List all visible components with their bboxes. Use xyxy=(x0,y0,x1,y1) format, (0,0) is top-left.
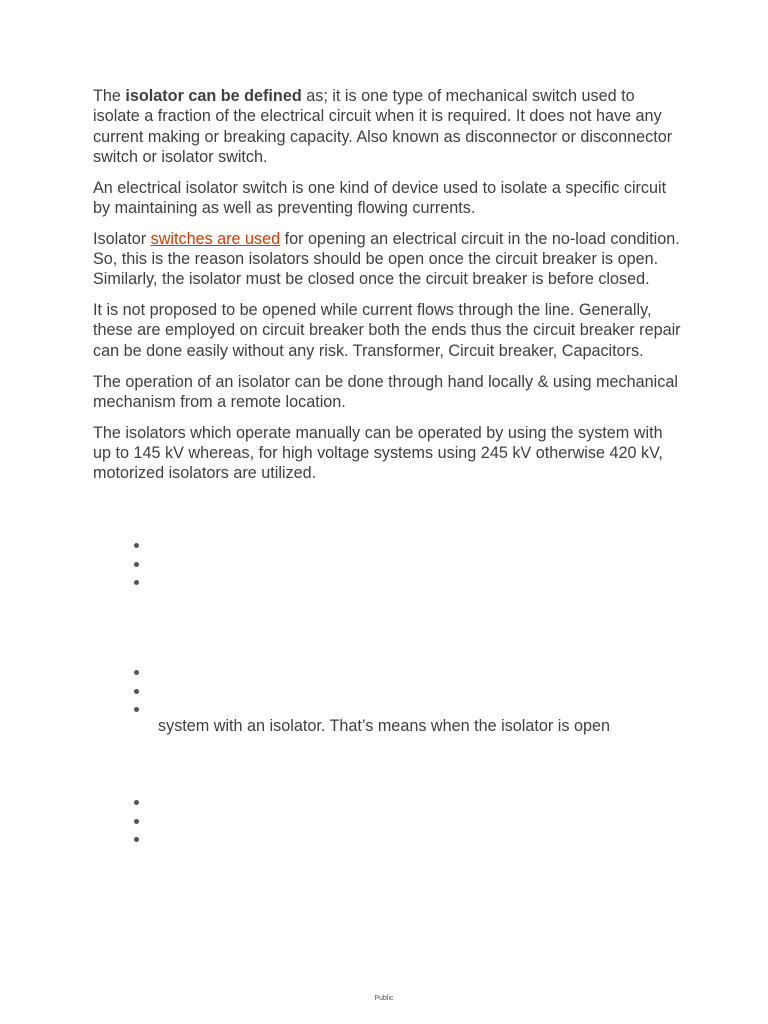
paragraph-isolator-definition xyxy=(93,86,683,167)
p3-text-end: for opening an electrical circuit in the no-load condition. So, this is the reason isolators should be open once the circuit breaker is open. Similarly, the isolator must be closed once the circuit breaker is before closed. xyxy=(93,229,680,289)
document-body xyxy=(93,86,683,494)
paragraph-current-flow: It is not proposed to be opened while current flows through the line. Generally, these are employed on circuit breaker both the ends thus the circuit breaker repair can be done easily without any risk. Transformer, Circuit breaker, Capacitors. xyxy=(93,301,681,360)
p3-text-start: Isolator xyxy=(93,229,151,248)
paragraph-electrical-isolator: An electrical isolator switch is one kind of device used to isolate a specific circuit by maintaining as well as preventing flowing currents. xyxy=(93,178,667,217)
footer-classification-label: Public xyxy=(374,995,394,1002)
paragraph-operation: The operation of an isolator can be done through hand locally & using mechanical mechanism from a remote location. xyxy=(93,372,678,411)
switches-are-used-link[interactable]: switches are used xyxy=(150,229,281,248)
paragraph-manual-operation: The isolators which operate manually can be operated by using the system with up to 145 kV whereas, for high voltage systems using 245 kV otherwise 420 kV, motorized isolators are utilized. xyxy=(93,423,663,483)
paragraph-isolator-usage xyxy=(93,229,683,290)
bullet-continuation-text: system with an isolator. That’s means when the isolator is open xyxy=(158,717,610,735)
p1-text-start: The xyxy=(93,87,126,105)
p1-bold-term: isolator can be defined xyxy=(125,87,302,105)
p1-text-end: as; it is one type of mechanical switch used to isolate a fraction of the electrical circuit when it is required. It does not have any current making or breaking capacity. Also known as disconnector or disconnector switch or isolator switch. xyxy=(93,87,673,166)
